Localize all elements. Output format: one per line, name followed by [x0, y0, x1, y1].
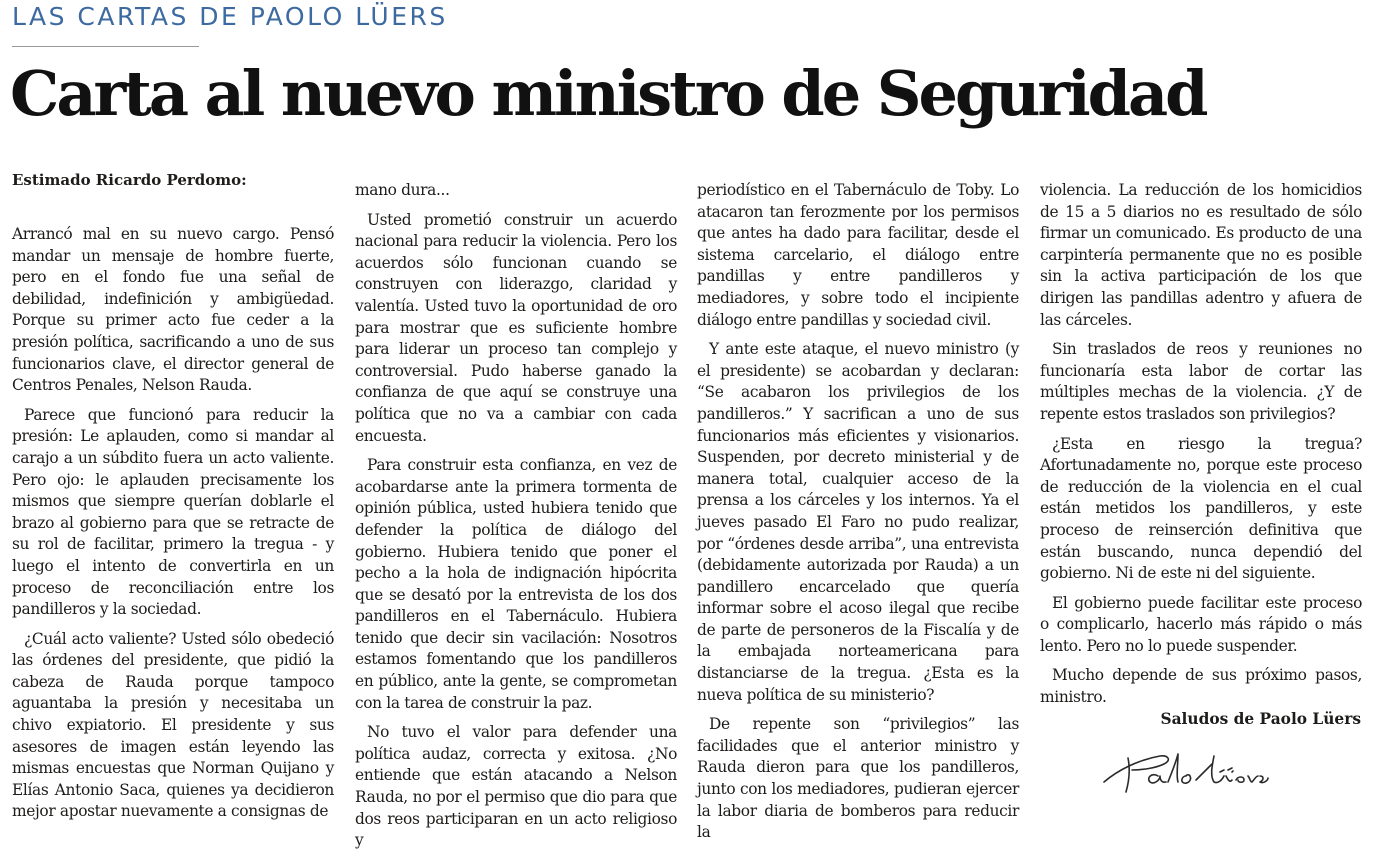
column-3: [697, 180, 1019, 852]
paragraph: Sin traslados de reos y reuniones no funcionaría esta labor de cortar las múltiples mechas de la violencia. ¿Y de repente estos traslados son privilegios?: [1040, 340, 1362, 423]
paragraph: Arrancó mal en su nuevo cargo. Pensó mandar un mensaje de hombre fuerte, pero en el fondo fue una señal de debilidad, indefinición y ambigüedad. Porque su primer acto fue ceder a la presión política, sacrificando a uno de sus funcionarios clave, el director general de Centros Penales, Nelson Rauda.: [12, 225, 334, 395]
column-1: [12, 224, 334, 831]
paragraph: Para construir esta confianza, en vez de acobardarse ante la primera tormenta de opinión pública, usted hubiera tenido que defender la política de diálogo del gobierno. Hubiera tenido que poner el pecho a la hola de indignación hipócrita que se desató por la entrevista de los dos pandilleros en el Tabernáculo. Hubiera tenido que decir sin vacilación: Nosotros estamos fomentando que los pandilleros en público, ante la gente, se comprometan con la tarea de construir la paz.: [355, 456, 677, 712]
paragraph: Parece que funcionó para reducir la presión: Le aplauden, como si mandar al carajo a un súbdito fuera un acto valiente. Pero ojo: le aplauden precisamente los mismos que siempre querían doblarle el brazo al gobierno para que se retracte de su rol de facilitar, primero la tregua - y luego el intento de convertirla en un proceso de reconciliación entre los pandilleros y la sociedad.: [12, 405, 334, 619]
paragraph: Y ante este ataque, el nuevo ministro (y el presidente) se acobardan y declaran: “Se acabaron los privilegios de los pandilleros.” Y sacrifican a uno de sus funcionarios más eficientes y visionarios. Suspenden, por decreto ministerial y de manera total, cualquier acceso de la prensa a los cárceles y los internos. Ya el jueves pasado El Faro no pudo realizar, por “órdenes desde arriba”, una entrevista (debidamente autorizada por Rauda) a un pandillero encarcelado que quería informar sobre el acoso ilegal que recibe de parte de personeros de la Fiscalía y de la embajada norteamericana para distanciarse de la tregua. ¿Esta es la nueva política de su ministerio?: [697, 340, 1019, 704]
paragraph-continued: mano dura...: [355, 181, 450, 199]
paragraph-continued: periodístico en el Tabernáculo de Toby. Lo atacaron tan ferozmente por los permisos que antes ha dado para facilitar, desde el sistema carcelario, el diálogo entre pandillas y entre pandilleros y mediadores, y sobre todo el incipiente diálogo entre pandillas y sociedad civil.: [697, 181, 1019, 329]
paragraph: ¿Esta en riesgo la tregua? Afortunadamente no, porque este proceso de reducción de la violencia en el cual están metidos los pandilleros, y este proceso de reinserción definitiva que están buscando, nunca dependió del gobierno. Ni de este ni del siguiente.: [1040, 434, 1362, 583]
kicker-divider: [12, 46, 199, 47]
paragraph: Usted prometió construir un acuerdo nacional para reducir la violencia. Pero los acuerdos sólo funcionan cuando se construyen con liderazgo, claridad y valentía. Usted tuvo la oportunidad de oro para mostrar que es suficiente hombre para liderar un proceso tan complejo y controversial. Pudo haberse ganado la confianza de que aquí se construye una política que no va a cambiar con cada encuesta.: [355, 210, 677, 445]
paragraph: No tuvo el valor para defender una política audaz, correcta y exitosa. ¿No entiende que están atacando a Nelson Rauda, no por el permiso que dio para que dos reos participaran en un acto religioso y: [355, 723, 677, 850]
column-4: [1040, 180, 1362, 717]
column-2: [355, 180, 677, 860]
handwritten-signature: [1098, 742, 1273, 804]
paragraph: ¿Cuál acto valiente? Usted sólo obedeció las órdenes del presidente, que pidió la cabeza de Rauda porque tampoco aguantaba la presión y necesitaba un chivo expiatorio. El presidente y sus asesores de imagen están leyendo las mismas encuestas que Norman Quijano y Elías Antonio Saca, quienes ya decidieron mejor apostar nuevamente a consignas de: [12, 629, 334, 821]
salutation: Estimado Ricardo Perdomo:: [12, 171, 247, 189]
headline: Carta al nuevo ministro de Seguridad: [10, 57, 1206, 130]
signoff: Saludos de Paolo Lüers: [1160, 710, 1361, 728]
paragraph: El gobierno puede facilitar este proceso o complicarlo, hacerlo más rápido o más lento. Pero no lo puede suspender.: [1040, 593, 1362, 655]
section-kicker: LAS CARTAS DE PAOLO LÜERS: [12, 2, 448, 31]
paragraph-continued: violencia. La reducción de los homicidios de 15 a 5 diarios no es resultado de sólo firmar un comunicado. Es producto de una carpintería permanente que no es posible sin la activa participación de los que dirigen las pandillas adentro y afuera de las cárceles.: [1040, 181, 1362, 329]
paragraph: De repente son “privilegios” las facilidades que el anterior ministro y Rauda dieron para que los pandilleros, junto con los mediadores, pudieran ejercer la labor diaria de bomberos para reducir la: [697, 715, 1019, 842]
signature-strokes: [1104, 754, 1268, 792]
paragraph: Mucho depende de sus próximo pasos, ministro.: [1040, 666, 1362, 707]
